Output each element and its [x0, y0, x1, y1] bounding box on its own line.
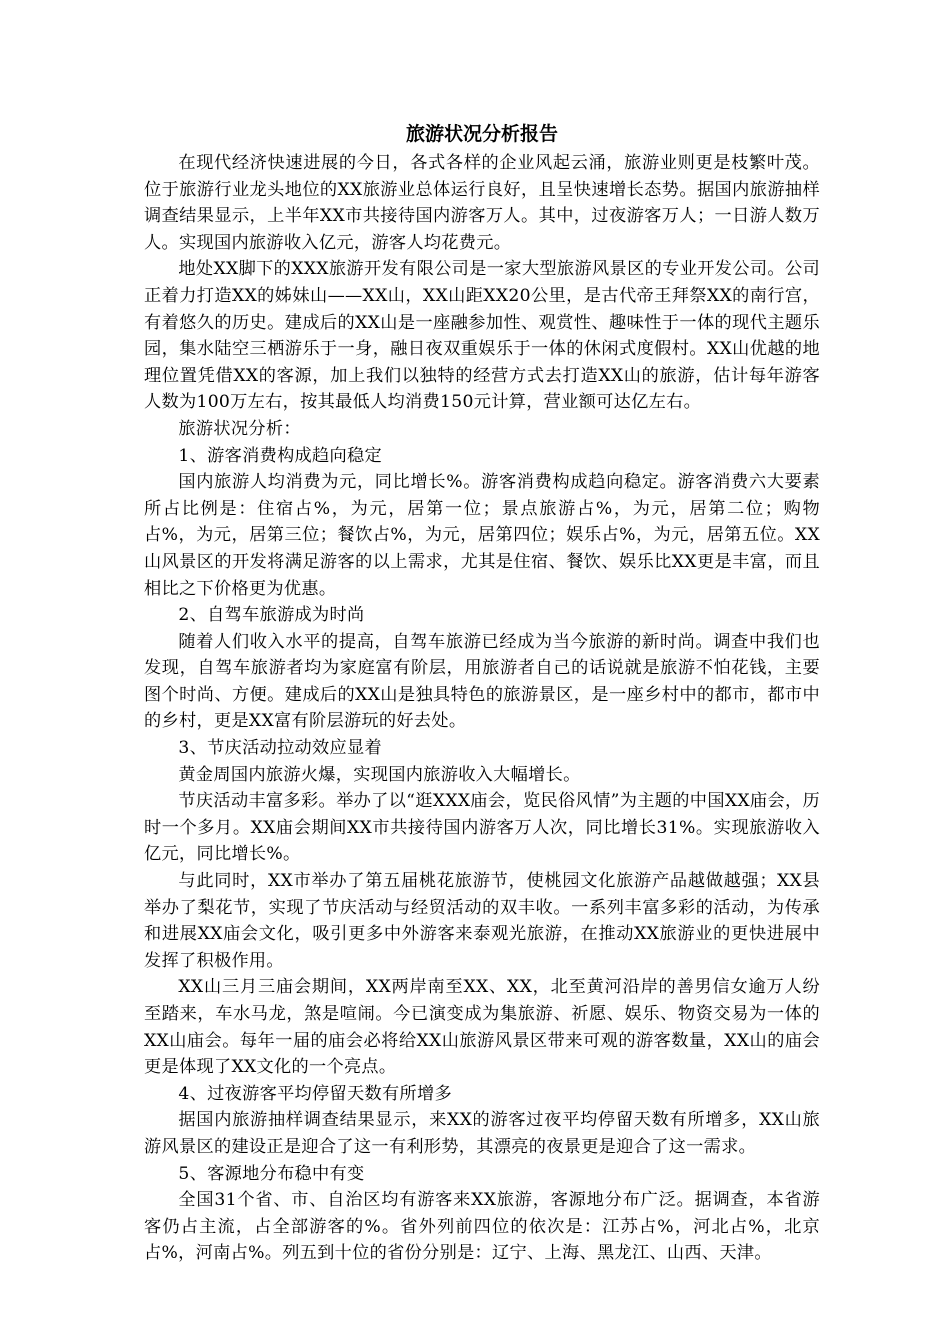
section-heading-4: 4、过夜游客平均停留天数有所增多	[178, 1083, 452, 1104]
section-heading-3: 3、节庆活动拉动效应显着	[178, 738, 382, 759]
document-title: 旅游状况分析报告	[405, 123, 558, 145]
paragraph-festival: 节庆活动丰富多彩。举办了以“逛XXX庙会，览民俗风情”为主题的中国XX庙会，历时一个多月。XX庙会期间XX市共接待国内游客万人次，同比增长31%。实现旅游收入亿元，同比增长%。	[144, 791, 820, 865]
paragraph-overnight: 据国内旅游抽样调查结果显示，来XX的游客过夜平均停留天数有所增多，XX山旅游风景区的建设正是迎合了这一有利形势，其漂亮的夜景更是迎合了这一需求。	[144, 1110, 820, 1157]
paragraph-company: 地处XX脚下的XXX旅游开发有限公司是一家大型旅游风景区的专业开发公司。公司正着力打造XX的姊妹山——XX山，XX山距XX20公里，是古代帝王拜祭XX的南行宫，有着悠久的历史。建成后的XX山是一座融参加性、观赏性、趣味性于一体的现代主题乐园，集水陆空三栖游乐于一身，融日夜双重娱乐于一体的休闲式度假村。XX山优越的地理位置凭借XX的客源，加上我们以独特的经营方式去打造XX山的旅游，估计每年游客人数为100万左右，按其最低人均消费150元计算，营业额可达亿左右。	[144, 259, 820, 413]
paragraph-peach-blossom: 与此同时，XX市举办了第五届桃花旅游节，使桃园文化旅游产品越做越强；XX县举办了梨花节，实现了节庆活动与经贸活动的双丰收。一系列丰富多彩的活动，为传承和进展XX庙会文化，吸引更多中外游客来泰观光旅游，在推动XX旅游业的更快进展中发挥了积极作用。	[144, 871, 820, 971]
paragraph-self-driving: 随着人们收入水平的提高，自驾车旅游已经成为当今旅游的新时尚。调查中我们也发现，自驾车旅游者均为家庭富有阶层，用旅游者自己的话说就是旅游不怕花钱，主要图个时尚、方便。建成后的XX山是独具特色的旅游景区，是一座乡村中的都市，都市中的乡村，更是XX富有阶层游玩的好去处。	[144, 631, 820, 732]
section-heading-analysis: 旅游状况分析：	[178, 418, 301, 439]
section-heading-2: 2、自驾车旅游成为时尚	[178, 605, 365, 626]
section-heading-1: 1、游客消费构成趋向稳定	[178, 445, 382, 466]
document-page	[144, 118, 820, 1267]
paragraph-source-market: 全国31个省、市、自治区均有游客来XX旅游，客源地分布广泛。据调查，本省游客仍占主流，占全部游客的%。省外列前四位的依次是：江苏占%，河北占%，北京占%，河南占%。列五到十位的省份分别是：辽宁、上海、黑龙江、山西、天津。	[144, 1190, 820, 1264]
paragraph-consumption: 国内旅游人均消费为元，同比增长%。游客消费构成趋向稳定。游客消费六大要素所占比例是：住宿占%，为元，居第一位；景点旅游占%，为元，居第二位；购物占%，为元，居第三位；餐饮占%，为元，居第四位；娱乐占%，为元，居第五位。XX山风景区的开发将满足游客的以上需求，尤其是住宿、餐饮、娱乐比XX更是丰富，而且相比之下价格更为优惠。	[144, 472, 820, 599]
section-heading-5: 5、客源地分布稳中有变	[178, 1163, 365, 1184]
paragraph-temple-fair: XX山三月三庙会期间，XX两岸南至XX、XX，北至黄河沿岸的善男信女逾万人纷至踏来，车水马龙，煞是喧闹。今已演变成为集旅游、祈愿、娱乐、物资交易为一体的XX山庙会。每年一届的庙会必将给XX山旅游风景区带来可观的游客数量，XX山的庙会更是体现了XX文化的一个亮点。	[144, 977, 820, 1078]
paragraph-golden-week: 黄金周国内旅游火爆，实现国内旅游收入大幅增长。	[178, 764, 581, 785]
paragraph-intro: 在现代经济快速进展的今日，各式各样的企业风起云涌，旅游业则更是枝繁叶茂。位于旅游行业龙头地位的XX旅游业总体运行良好，且呈快速增长态势。据国内旅游抽样调查结果显示，上半年XX市共接待国内游客万人。其中，过夜游客万人；一日游人数万人。实现国内旅游收入亿元，游客人均花费元。	[144, 153, 820, 253]
